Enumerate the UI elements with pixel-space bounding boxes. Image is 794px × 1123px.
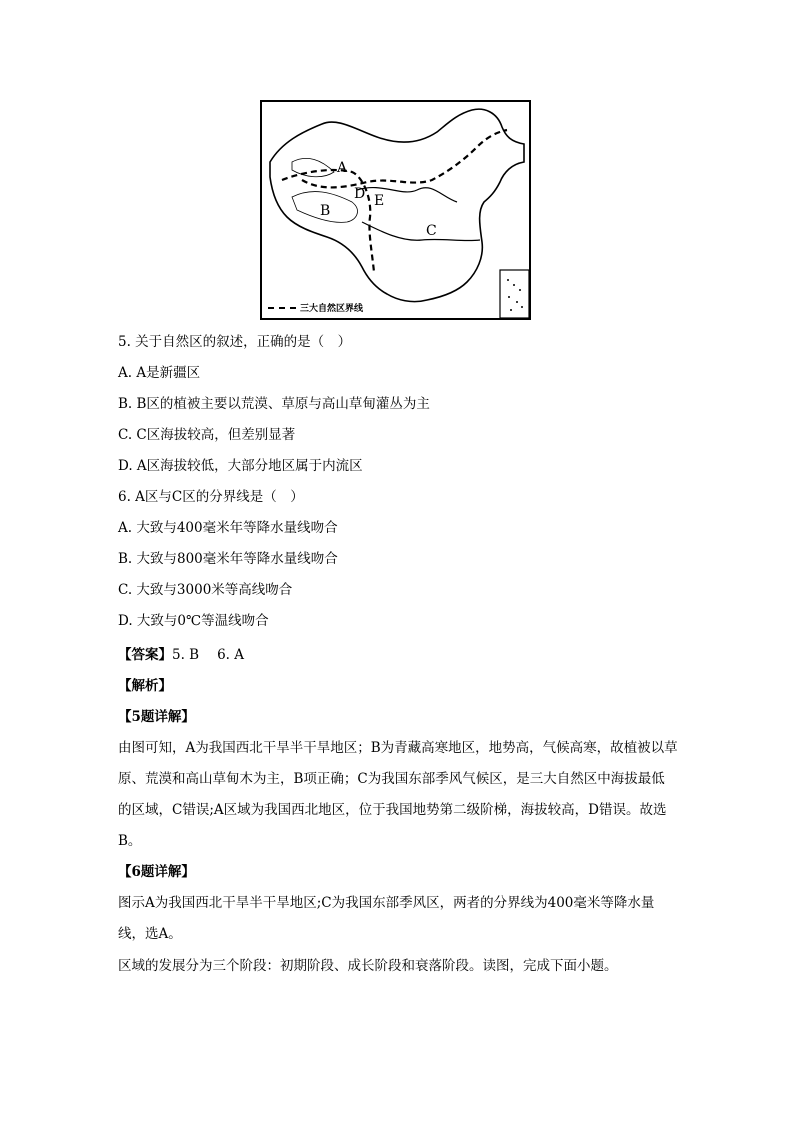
china-natural-regions-map [260, 100, 531, 320]
boundary-line-ac [302, 130, 507, 187]
question-5-option-b: B. B区的植被主要以荒漠、草原与高山草甸灌丛为主 [118, 396, 430, 412]
yangtze-river [362, 222, 480, 241]
map-legend-text: 三大自然区界线 [300, 304, 364, 314]
q6-analysis-text: 图示A为我国西北干旱半干旱地区;C为我国东部季风区，两者的分界线为400毫米等降水量线，选A。 [118, 895, 655, 942]
map-label-c: C [426, 223, 437, 239]
question-6-option-a: A. 大致与400毫米年等降水量线吻合 [118, 520, 338, 536]
question-6-option-c: C. 大致与3000米等高线吻合 [118, 582, 293, 598]
question-5-option-d: D. A区海拔较低，大部分地区属于内流区 [118, 458, 363, 474]
question-6-stem: 6. A区与C区的分界线是（ ） [118, 489, 304, 505]
q5-analysis-heading: 【5题详解】 [118, 709, 195, 725]
answer-label: 【答案】 [118, 647, 172, 663]
map-label-d: D [354, 186, 366, 202]
map-label-e: E [374, 193, 385, 209]
south-china-sea-inset [500, 270, 529, 318]
dashed-line-icon [268, 307, 296, 309]
q5-analysis-text: 由图可知，A为我国西北干旱半干旱地区；B为青藏高寒地区，地势高，气候高寒，故植被以草原、荒漠和高山草甸木为主，B项正确；C为我国东部季风气候区，是三大自然区中海拔最低的区域，C错误;A区域为我国西北地区，位于我国地势第二级阶梯，海拔较高，D错误。故选B。 [118, 740, 678, 849]
yellow-river [357, 188, 457, 202]
answer-q5: 5. B [172, 647, 200, 663]
q6-analysis-heading: 【6题详解】 [118, 864, 195, 880]
map-legend [268, 301, 363, 314]
answer-q6: 6. A [217, 647, 245, 663]
question-5-option-c: C. C区海拔较高，但差别显著 [118, 427, 296, 443]
next-section-intro: 区域的发展分为三个阶段：初期阶段、成长阶段和衰落阶段。读图，完成下面小题。 [118, 958, 618, 974]
map-label-a: A [337, 160, 348, 176]
question-6-option-b: B. 大致与800毫米年等降水量线吻合 [118, 551, 338, 567]
question-5-stem: 5. 关于自然区的叙述，正确的是（ ） [118, 334, 352, 350]
map-drawing [262, 102, 529, 318]
analysis-label: 【解析】 [118, 678, 172, 694]
question-5-option-a: A. A是新疆区 [118, 365, 201, 381]
answer-line [118, 646, 244, 664]
question-6-option-d: D. 大致与0℃等温线吻合 [118, 613, 269, 629]
map-label-b: B [320, 203, 331, 219]
